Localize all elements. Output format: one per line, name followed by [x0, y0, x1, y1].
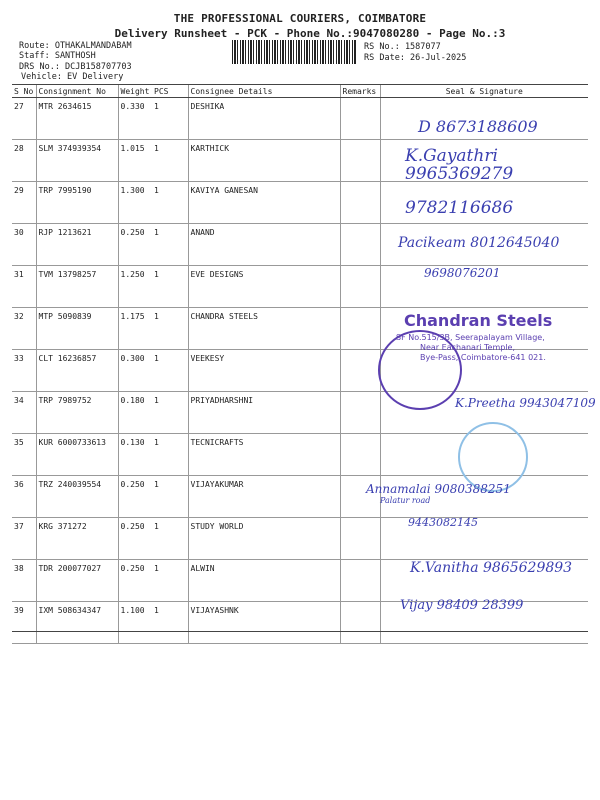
table-row	[12, 266, 588, 308]
row-weight: 0.130	[118, 434, 152, 476]
row-sno: 37	[12, 518, 36, 560]
row-consignee: VIJAYASHNK	[188, 602, 340, 644]
signature-34: K.Preetha 9943047109	[455, 396, 596, 410]
row-consignee: CHANDRA STEELS	[188, 308, 340, 350]
stamp-address-2: Near Eachanari Temple,	[420, 343, 516, 352]
row-consignment: KUR 6000733613	[36, 434, 118, 476]
row-sno: 39	[12, 602, 36, 644]
row-weight: 1.300	[118, 182, 152, 224]
row-weight: 1.015	[118, 140, 152, 182]
barcode	[232, 40, 356, 64]
row-weight: 1.100	[118, 602, 152, 644]
signature-30: Pacikeam 8012645040	[398, 235, 560, 251]
row-consignment: TVM 13798257	[36, 266, 118, 308]
row-remarks	[340, 98, 380, 140]
row-remarks	[340, 392, 380, 434]
col-remarks: Remarks	[340, 85, 380, 98]
signature-38: K.Vanitha 9865629893	[410, 560, 573, 576]
row-pcs: 1	[152, 392, 188, 434]
row-consignee: ANAND	[188, 224, 340, 266]
signature-31: 9698076201	[424, 266, 501, 280]
company-title: THE PROFESSIONAL COURIERS, COIMBATORE	[173, 12, 427, 25]
row-remarks	[340, 182, 380, 224]
row-weight: 0.250	[118, 476, 152, 518]
row-remarks	[340, 308, 380, 350]
row-weight: 0.300	[118, 350, 152, 392]
row-consignee: KAVIYA GANESAN	[188, 182, 340, 224]
row-pcs: 1	[152, 266, 188, 308]
meta-drs: DRS No.: DCJB158707703	[19, 62, 132, 72]
row-sno: 30	[12, 224, 36, 266]
meta-vehicle: Vehicle: EV Delivery	[21, 72, 124, 82]
stamp-address-3: Bye-Pass, Coimbatore-641 021.	[420, 353, 546, 362]
col-weight: Weight	[118, 85, 152, 98]
row-pcs: 1	[152, 98, 188, 140]
row-pcs: 1	[152, 560, 188, 602]
meta-staff: Staff: SANTHOSH	[19, 51, 96, 61]
row-sno: 31	[12, 266, 36, 308]
row-weight: 1.250	[118, 266, 152, 308]
row-pcs: 1	[152, 434, 188, 476]
table-bottom-line	[12, 631, 588, 632]
row-pcs: 1	[152, 182, 188, 224]
row-remarks	[340, 434, 380, 476]
row-weight: 0.250	[118, 224, 152, 266]
row-remarks	[340, 602, 380, 644]
row-consignment: TRZ 240039554	[36, 476, 118, 518]
row-sno: 32	[12, 308, 36, 350]
signature-39: Vijay 98409 28399	[400, 598, 524, 613]
table-header	[12, 85, 588, 98]
row-consignment: CLT 16236857	[36, 350, 118, 392]
col-pcs: PCS	[152, 85, 188, 98]
row-consignee: PRIYADHARSHNI	[188, 392, 340, 434]
row-pcs: 1	[152, 308, 188, 350]
stamp-address-1: SF No.515/3B, Seerapalayam Village,	[396, 333, 545, 342]
row-consignee: DESHIKA	[188, 98, 340, 140]
row-consignee: VEEKESY	[188, 350, 340, 392]
row-sno: 34	[12, 392, 36, 434]
row-consignment: IXM 508634347	[36, 602, 118, 644]
row-consignment: TRP 7989752	[36, 392, 118, 434]
col-consignment: Consignment No	[36, 85, 118, 98]
row-pcs: 1	[152, 602, 188, 644]
row-weight: 0.330	[118, 98, 152, 140]
row-sno: 38	[12, 560, 36, 602]
col-seal: Seal & Signature	[380, 85, 588, 98]
rs-number: RS No.: 1587077	[364, 42, 441, 52]
row-pcs: 1	[152, 140, 188, 182]
row-consignment: MTR 2634615	[36, 98, 118, 140]
signature-29: 9782116686	[405, 198, 514, 218]
row-consignment: TRP 7995190	[36, 182, 118, 224]
row-consignment: MTP 5090839	[36, 308, 118, 350]
rs-date: RS Date: 26-Jul-2025	[364, 53, 467, 63]
signature-28: K.Gayathri 9965369279	[405, 146, 514, 184]
signature-37: 9443082145	[408, 516, 478, 529]
row-pcs: 1	[152, 476, 188, 518]
row-consignment: TDR 200077027	[36, 560, 118, 602]
row-pcs: 1	[152, 350, 188, 392]
row-remarks	[340, 266, 380, 308]
stamp-company-name: Chandran Steels	[404, 311, 553, 330]
row-sno: 28	[12, 140, 36, 182]
row-remarks	[340, 140, 380, 182]
row-sno: 29	[12, 182, 36, 224]
company-seal-stamp	[378, 330, 462, 410]
row-consignment: SLM 374939354	[36, 140, 118, 182]
row-sno: 35	[12, 434, 36, 476]
row-pcs: 1	[152, 518, 188, 560]
row-consignee: KARTHICK	[188, 140, 340, 182]
row-remarks	[340, 350, 380, 392]
row-weight: 0.250	[118, 560, 152, 602]
row-weight: 0.180	[118, 392, 152, 434]
row-consignment: RJP 1213621	[36, 224, 118, 266]
row-sno: 27	[12, 98, 36, 140]
row-remarks	[340, 560, 380, 602]
meta-route: Route: OTHAKALMANDABAM	[19, 41, 132, 51]
table-row	[12, 518, 588, 560]
signature-27: D 8673188609	[418, 117, 538, 136]
row-sno: 36	[12, 476, 36, 518]
runsheet-subtitle: Delivery Runsheet - PCK - Phone No.:9047080280 - Page No.:3	[114, 27, 506, 40]
row-remarks	[340, 518, 380, 560]
row-consignment: KRG 371272	[36, 518, 118, 560]
row-pcs: 1	[152, 224, 188, 266]
row-consignee: TECNICRAFTS	[188, 434, 340, 476]
row-remarks	[340, 224, 380, 266]
row-consignee: ALWIN	[188, 560, 340, 602]
signature-36: Annamalai 9080388251	[366, 482, 511, 496]
row-sno: 33	[12, 350, 36, 392]
row-weight: 1.175	[118, 308, 152, 350]
col-consignee: Consignee Details	[188, 85, 340, 98]
row-consignee: STUDY WORLD	[188, 518, 340, 560]
row-weight: 0.250	[118, 518, 152, 560]
col-sno: S No	[12, 85, 36, 98]
signature-36-note: Palatur road	[380, 496, 431, 505]
row-consignee: VIJAYAKUMAR	[188, 476, 340, 518]
row-consignee: EVE DESIGNS	[188, 266, 340, 308]
